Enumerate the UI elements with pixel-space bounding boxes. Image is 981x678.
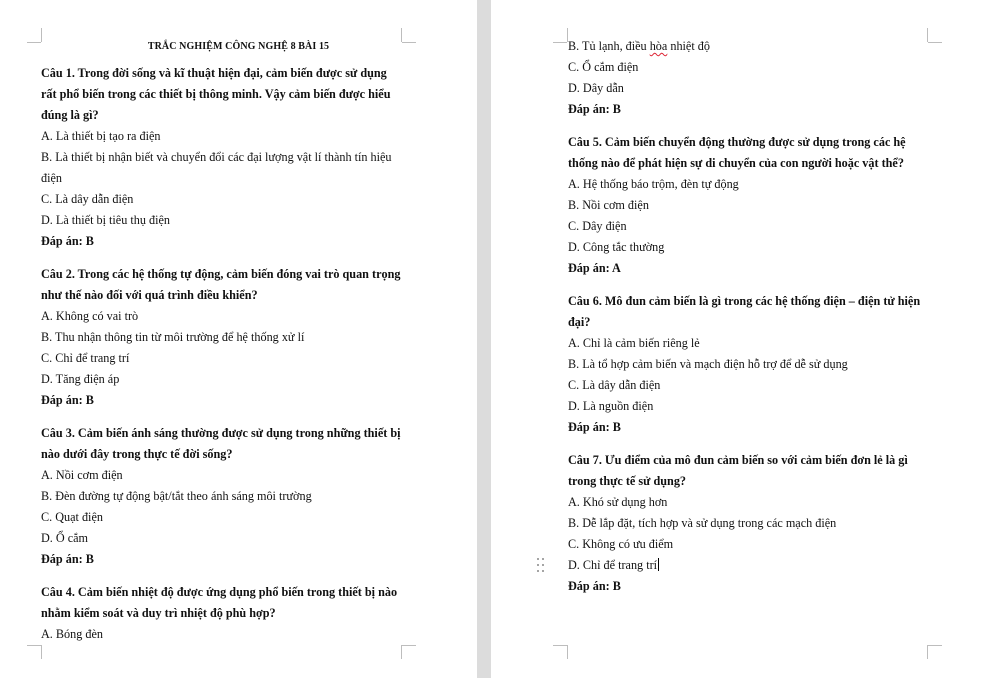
- question-text: rất phổ biến trong các thiết bị thông minh. Vậy cảm biến được hiểu: [41, 87, 391, 101]
- answer-option: điện: [41, 171, 62, 185]
- answer-option: C. Quạt điện: [41, 510, 103, 524]
- answer-option: D. Tăng điện áp: [41, 372, 120, 386]
- question-block-continued: [568, 36, 938, 120]
- answer-option: B. Thu nhận thông tin từ môi trường để hệ thống xử lí: [41, 330, 305, 344]
- question-text: Câu 3. Cảm biến ánh sáng thường được sử dụng trong những thiết bị: [41, 426, 401, 440]
- option-text: D. Chỉ để trang trí: [568, 558, 658, 572]
- text-cursor: [658, 558, 659, 571]
- answer-option: B. Là thiết bị nhận biết và chuyển đổi các đại lượng vật lí thành tín hiệu: [41, 150, 392, 164]
- answer-option: C. Chỉ để trang trí: [41, 351, 130, 365]
- answer-option: A. Không có vai trò: [41, 309, 139, 323]
- answer-option: D. Ổ cắm: [41, 531, 89, 545]
- document-page-right: [491, 0, 981, 678]
- answer-option: C. Dây điện: [568, 219, 627, 233]
- answer-option: B. Dễ lắp đặt, tích hợp và sử dụng trong các mạch điện: [568, 516, 837, 530]
- crop-mark-bottom-right-h: [928, 645, 942, 646]
- answer-key: Đáp án: B: [568, 579, 621, 593]
- question-block: [41, 63, 436, 252]
- answer-option: [568, 36, 938, 57]
- paragraph-drag-handle-icon[interactable]: [537, 558, 545, 574]
- question-block: [568, 450, 938, 597]
- answer-option: [568, 555, 938, 576]
- document-page-left: [0, 0, 477, 678]
- answer-option: A. Bóng đèn: [41, 627, 103, 641]
- question-block: [41, 423, 436, 570]
- question-block: [41, 582, 436, 645]
- answer-option: C. Ổ cắm điện: [568, 60, 639, 74]
- answer-key: Đáp án: B: [41, 393, 94, 407]
- answer-option: A. Là thiết bị tạo ra điện: [41, 129, 161, 143]
- answer-option: B. Nồi cơm điện: [568, 198, 649, 212]
- answer-option: B. Đèn đường tự động bật/tắt theo ánh sáng môi trường: [41, 489, 312, 503]
- right-page-text[interactable]: [568, 36, 938, 609]
- question-text: nhằm kiểm soát và duy trì nhiệt độ phù hợp?: [41, 606, 276, 620]
- question-text: trong thực tế sử dụng?: [568, 474, 687, 488]
- answer-key: Đáp án: A: [568, 261, 621, 275]
- document-title: TRẮC NGHIỆM CÔNG NGHỆ 8 BÀI 15: [147, 41, 330, 52]
- answer-option: D. Là thiết bị tiêu thụ điện: [41, 213, 170, 227]
- answer-key: Đáp án: B: [41, 552, 94, 566]
- question-text: nào dưới đây trong thực tế đời sống?: [41, 447, 233, 461]
- question-text: Câu 5. Cảm biến chuyển động thường được sử dụng trong các hệ: [568, 135, 906, 149]
- option-text: B. Tủ lạnh, điều: [568, 39, 650, 53]
- crop-mark-bottom-left-h: [553, 645, 567, 646]
- page-gutter: [477, 0, 491, 678]
- answer-option: A. Hệ thống báo trộm, đèn tự động: [568, 177, 739, 191]
- left-page-text[interactable]: [41, 36, 436, 645]
- question-text: Câu 6. Mô đun cảm biến là gì trong các hệ thống điện – điện tử hiện: [568, 294, 921, 308]
- question-text: đại?: [568, 315, 591, 329]
- crop-mark-bottom-right-h: [402, 645, 416, 646]
- answer-option: C. Là dây dẫn điện: [568, 378, 661, 392]
- crop-mark-bottom-left-v: [567, 645, 568, 659]
- answer-key: Đáp án: B: [41, 234, 94, 248]
- answer-option: A. Nồi cơm điện: [41, 468, 123, 482]
- answer-key: Đáp án: B: [568, 102, 621, 116]
- spellcheck-flagged-word[interactable]: hòa: [649, 39, 668, 53]
- question-block: [568, 132, 938, 279]
- answer-option: B. Là tổ hợp cảm biến và mạch điện hỗ trợ để dễ sử dụng: [568, 357, 848, 371]
- question-text: Câu 2. Trong các hệ thống tự động, cảm biến đóng vai trò quan trọng: [41, 267, 401, 281]
- answer-option: A. Khó sử dụng hơn: [568, 495, 668, 509]
- question-text: Câu 7. Ưu điểm của mô đun cảm biến so với cảm biến đơn lẻ là gì: [568, 453, 908, 467]
- answer-option: D. Dây dẫn: [568, 81, 624, 95]
- crop-mark-top-left-h: [27, 42, 41, 43]
- crop-mark-bottom-right-v: [401, 645, 402, 659]
- answer-option: A. Chỉ là cảm biến riêng lẻ: [568, 336, 700, 350]
- question-text: Câu 1. Trong đời sống và kĩ thuật hiện đại, cảm biến được sử dụng: [41, 66, 387, 80]
- crop-mark-bottom-left-v: [41, 645, 42, 659]
- question-text: thống nào để phát hiện sự di chuyển của con người hoặc vật thể?: [568, 156, 904, 170]
- crop-mark-top-left-h: [553, 42, 567, 43]
- answer-option: C. Không có ưu điểm: [568, 537, 674, 551]
- question-block: [568, 291, 938, 438]
- question-text: Câu 4. Cảm biến nhiệt độ được ứng dụng phổ biến trong thiết bị nào: [41, 585, 398, 599]
- crop-mark-bottom-right-v: [927, 645, 928, 659]
- answer-option: D. Là nguồn điện: [568, 399, 654, 413]
- answer-key: Đáp án: B: [568, 420, 621, 434]
- question-text: đúng là gì?: [41, 108, 99, 122]
- crop-mark-bottom-left-h: [27, 645, 41, 646]
- answer-option: D. Công tắc thường: [568, 240, 665, 254]
- answer-option: C. Là dây dẫn điện: [41, 192, 134, 206]
- question-text: như thế nào đối với quá trình điều khiển?: [41, 288, 258, 302]
- question-block: [41, 264, 436, 411]
- option-text: nhiệt độ: [667, 39, 710, 53]
